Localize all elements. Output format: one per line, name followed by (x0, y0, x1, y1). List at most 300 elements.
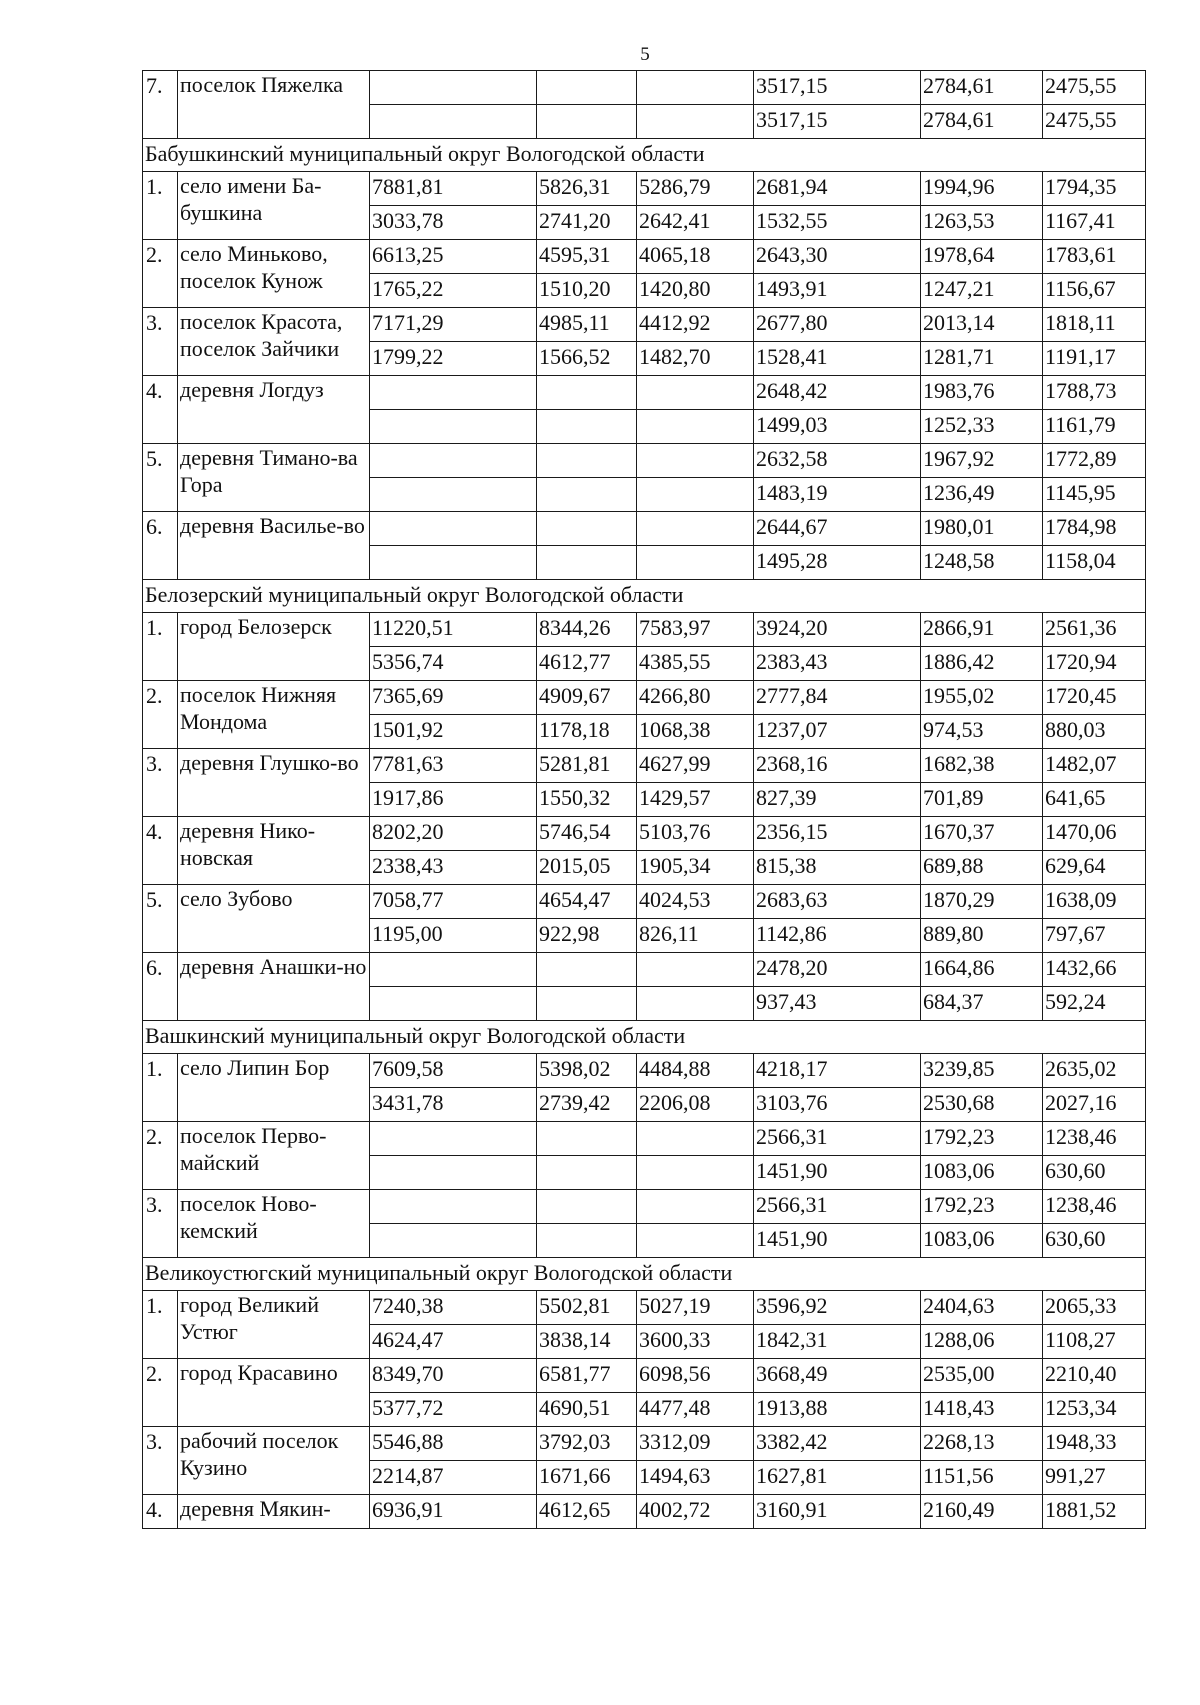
table-row (143, 1291, 1146, 1325)
value-cell: 4385,55 (637, 647, 754, 681)
value-cell: 1955,02 (921, 681, 1043, 715)
value-cell: 2535,00 (921, 1359, 1043, 1393)
value-cell: 826,11 (637, 919, 754, 953)
row-number: 1. (143, 1054, 178, 1122)
value-cell: 1418,43 (921, 1393, 1043, 1427)
value-cell: 4484,88 (637, 1054, 754, 1088)
value-cell (637, 987, 754, 1021)
settlement-name: город Красавино (178, 1359, 370, 1427)
table-row (143, 1054, 1146, 1088)
value-cell: 1784,98 (1043, 512, 1146, 546)
value-cell: 3103,76 (754, 1088, 921, 1122)
value-cell: 2648,42 (754, 376, 921, 410)
row-number: 2. (143, 240, 178, 308)
value-cell (637, 953, 754, 987)
value-cell: 1765,22 (370, 274, 537, 308)
value-cell: 3668,49 (754, 1359, 921, 1393)
value-cell: 5286,79 (637, 172, 754, 206)
value-cell: 1238,46 (1043, 1190, 1146, 1224)
settlement-name: поселок Пяжелка (178, 71, 370, 139)
value-cell: 1495,28 (754, 546, 921, 580)
value-cell: 2356,15 (754, 817, 921, 851)
value-cell: 2561,36 (1043, 613, 1146, 647)
row-number: 7. (143, 71, 178, 139)
row-number: 2. (143, 1122, 178, 1190)
value-cell: 1494,63 (637, 1461, 754, 1495)
value-cell (537, 444, 637, 478)
value-cell (637, 512, 754, 546)
value-cell: 1917,86 (370, 783, 537, 817)
value-cell (637, 1224, 754, 1258)
value-cell (370, 512, 537, 546)
value-cell: 5103,76 (637, 817, 754, 851)
value-cell: 4612,77 (537, 647, 637, 681)
value-cell: 2741,20 (537, 206, 637, 240)
value-cell: 3792,03 (537, 1427, 637, 1461)
settlement-name: рабочий поселок Кузино (178, 1427, 370, 1495)
value-cell (370, 105, 537, 139)
value-cell: 2338,43 (370, 851, 537, 885)
value-cell (370, 1122, 537, 1156)
value-cell (637, 71, 754, 105)
value-cell: 4477,48 (637, 1393, 754, 1427)
value-cell: 2404,63 (921, 1291, 1043, 1325)
section-header-row (143, 1258, 1146, 1291)
value-cell: 6936,91 (370, 1495, 537, 1529)
value-cell: 3312,09 (637, 1427, 754, 1461)
value-cell: 1886,42 (921, 647, 1043, 681)
value-cell: 8349,70 (370, 1359, 537, 1393)
table-row (143, 1495, 1146, 1529)
value-cell (537, 987, 637, 1021)
value-cell (370, 444, 537, 478)
value-cell: 7609,58 (370, 1054, 537, 1088)
value-cell (537, 1224, 637, 1258)
value-cell (637, 444, 754, 478)
value-cell: 1483,19 (754, 478, 921, 512)
value-cell: 889,80 (921, 919, 1043, 953)
value-cell: 1948,33 (1043, 1427, 1146, 1461)
value-cell: 3033,78 (370, 206, 537, 240)
value-cell: 1720,45 (1043, 681, 1146, 715)
value-cell: 2677,80 (754, 308, 921, 342)
value-cell: 1682,38 (921, 749, 1043, 783)
value-cell: 2383,43 (754, 647, 921, 681)
value-cell: 1470,06 (1043, 817, 1146, 851)
value-cell: 1792,23 (921, 1122, 1043, 1156)
value-cell: 3600,33 (637, 1325, 754, 1359)
row-number: 5. (143, 444, 178, 512)
value-cell: 1501,92 (370, 715, 537, 749)
value-cell: 922,98 (537, 919, 637, 953)
value-cell: 1429,57 (637, 783, 754, 817)
value-cell: 1236,49 (921, 478, 1043, 512)
value-cell: 2065,33 (1043, 1291, 1146, 1325)
value-cell (537, 376, 637, 410)
value-cell: 1664,86 (921, 953, 1043, 987)
table-row (143, 71, 1146, 105)
value-cell: 5398,02 (537, 1054, 637, 1088)
value-cell: 2160,49 (921, 1495, 1043, 1529)
row-number: 4. (143, 1495, 178, 1529)
value-cell (637, 410, 754, 444)
value-cell: 1532,55 (754, 206, 921, 240)
settlement-name: деревня Василье-во (178, 512, 370, 580)
table-row (143, 613, 1146, 647)
value-cell: 8344,26 (537, 613, 637, 647)
section-title: Белозерский муниципальный округ Вологодской области (143, 580, 1146, 613)
value-cell: 2632,58 (754, 444, 921, 478)
row-number: 3. (143, 1427, 178, 1495)
table-row (143, 749, 1146, 783)
value-cell: 2681,94 (754, 172, 921, 206)
table-row (143, 444, 1146, 478)
value-cell: 2566,31 (754, 1190, 921, 1224)
value-cell: 2210,40 (1043, 1359, 1146, 1393)
value-cell: 6581,77 (537, 1359, 637, 1393)
value-cell: 4627,99 (637, 749, 754, 783)
value-cell: 1253,34 (1043, 1393, 1146, 1427)
value-cell: 1156,67 (1043, 274, 1146, 308)
settlement-name: деревня Тимано-ва Гора (178, 444, 370, 512)
settlement-name: поселок Ново-кемский (178, 1190, 370, 1258)
row-number: 1. (143, 613, 178, 681)
value-cell: 2475,55 (1043, 71, 1146, 105)
table-row (143, 817, 1146, 851)
value-cell: 5356,74 (370, 647, 537, 681)
table-row (143, 1359, 1146, 1393)
value-cell: 1510,20 (537, 274, 637, 308)
row-number: 2. (143, 681, 178, 749)
value-cell: 4654,47 (537, 885, 637, 919)
table-row (143, 681, 1146, 715)
value-cell: 2866,91 (921, 613, 1043, 647)
value-cell (370, 987, 537, 1021)
value-cell: 3382,42 (754, 1427, 921, 1461)
value-cell: 815,38 (754, 851, 921, 885)
value-cell: 1158,04 (1043, 546, 1146, 580)
settlement-name: поселок Нижняя Мондома (178, 681, 370, 749)
value-cell: 1671,66 (537, 1461, 637, 1495)
value-cell (537, 71, 637, 105)
value-cell: 1482,07 (1043, 749, 1146, 783)
value-cell: 1528,41 (754, 342, 921, 376)
value-cell: 5746,54 (537, 817, 637, 851)
value-cell: 1905,34 (637, 851, 754, 885)
value-cell (537, 105, 637, 139)
value-cell: 1670,37 (921, 817, 1043, 851)
value-cell: 6098,56 (637, 1359, 754, 1393)
value-cell: 7171,29 (370, 308, 537, 342)
table-row (143, 172, 1146, 206)
value-cell: 5027,19 (637, 1291, 754, 1325)
value-cell: 1451,90 (754, 1224, 921, 1258)
value-cell: 2206,08 (637, 1088, 754, 1122)
value-cell: 4595,31 (537, 240, 637, 274)
value-cell: 4412,92 (637, 308, 754, 342)
settlement-name: село Зубово (178, 885, 370, 953)
value-cell: 797,67 (1043, 919, 1146, 953)
value-cell: 4909,67 (537, 681, 637, 715)
value-cell: 1248,58 (921, 546, 1043, 580)
value-cell: 641,65 (1043, 783, 1146, 817)
value-cell: 1772,89 (1043, 444, 1146, 478)
value-cell: 1068,38 (637, 715, 754, 749)
value-cell: 2368,16 (754, 749, 921, 783)
value-cell: 1237,07 (754, 715, 921, 749)
value-cell (637, 546, 754, 580)
value-cell: 1083,06 (921, 1224, 1043, 1258)
value-cell: 1151,56 (921, 1461, 1043, 1495)
section-title: Великоустюгский муниципальный округ Вологодской области (143, 1258, 1146, 1291)
value-cell: 5281,81 (537, 749, 637, 783)
value-cell: 1783,61 (1043, 240, 1146, 274)
value-cell: 880,03 (1043, 715, 1146, 749)
table-row (143, 308, 1146, 342)
value-cell (637, 376, 754, 410)
row-number: 2. (143, 1359, 178, 1427)
row-number: 4. (143, 376, 178, 444)
value-cell (370, 478, 537, 512)
value-cell: 2530,68 (921, 1088, 1043, 1122)
value-cell: 2643,30 (754, 240, 921, 274)
value-cell: 827,39 (754, 783, 921, 817)
settlement-name: деревня Логдуз (178, 376, 370, 444)
value-cell: 2268,13 (921, 1427, 1043, 1461)
value-cell: 1566,52 (537, 342, 637, 376)
row-number: 3. (143, 308, 178, 376)
value-cell: 1145,95 (1043, 478, 1146, 512)
value-cell: 1281,71 (921, 342, 1043, 376)
section-title: Вашкинский муниципальный округ Вологодской области (143, 1021, 1146, 1054)
settlement-name: поселок Перво-майский (178, 1122, 370, 1190)
value-cell: 1108,27 (1043, 1325, 1146, 1359)
table-row (143, 953, 1146, 987)
value-cell: 1252,33 (921, 410, 1043, 444)
settlement-name: деревня Нико-новская (178, 817, 370, 885)
value-cell: 2015,05 (537, 851, 637, 885)
value-cell: 6613,25 (370, 240, 537, 274)
value-cell (537, 478, 637, 512)
settlement-name: деревня Анашки-но (178, 953, 370, 1021)
value-cell (637, 1190, 754, 1224)
value-cell: 2013,14 (921, 308, 1043, 342)
value-cell: 1788,73 (1043, 376, 1146, 410)
value-cell (370, 1190, 537, 1224)
value-cell: 1994,96 (921, 172, 1043, 206)
value-cell: 3924,20 (754, 613, 921, 647)
value-cell: 2644,67 (754, 512, 921, 546)
value-cell: 4002,72 (637, 1495, 754, 1529)
value-cell: 4624,47 (370, 1325, 537, 1359)
section-title: Бабушкинский муниципальный округ Вологодской области (143, 139, 1146, 172)
value-cell: 1451,90 (754, 1156, 921, 1190)
value-cell: 1550,32 (537, 783, 637, 817)
settlement-name: село Миньково, поселок Кунож (178, 240, 370, 308)
value-cell: 7365,69 (370, 681, 537, 715)
value-cell: 1627,81 (754, 1461, 921, 1495)
value-cell: 7881,81 (370, 172, 537, 206)
value-cell: 630,60 (1043, 1224, 1146, 1258)
value-cell: 1493,91 (754, 274, 921, 308)
value-cell (537, 1156, 637, 1190)
value-cell: 1499,03 (754, 410, 921, 444)
value-cell: 1794,35 (1043, 172, 1146, 206)
table-row (143, 1190, 1146, 1224)
table-row (143, 1427, 1146, 1461)
value-cell: 689,88 (921, 851, 1043, 885)
value-cell: 3517,15 (754, 105, 921, 139)
value-cell: 701,89 (921, 783, 1043, 817)
value-cell: 592,24 (1043, 987, 1146, 1021)
settlement-name: поселок Красота, поселок Зайчики (178, 308, 370, 376)
value-cell (537, 512, 637, 546)
value-cell: 1432,66 (1043, 953, 1146, 987)
value-cell: 3431,78 (370, 1088, 537, 1122)
value-cell: 2739,42 (537, 1088, 637, 1122)
value-cell: 2214,87 (370, 1461, 537, 1495)
value-cell: 2566,31 (754, 1122, 921, 1156)
value-cell: 1818,11 (1043, 308, 1146, 342)
value-cell: 7058,77 (370, 885, 537, 919)
value-cell: 3596,92 (754, 1291, 921, 1325)
row-number: 1. (143, 1291, 178, 1359)
value-cell (637, 1122, 754, 1156)
value-cell (637, 105, 754, 139)
value-cell: 7781,63 (370, 749, 537, 783)
value-cell: 4612,65 (537, 1495, 637, 1529)
value-cell: 1288,06 (921, 1325, 1043, 1359)
row-number: 5. (143, 885, 178, 953)
value-cell (637, 1156, 754, 1190)
value-cell: 1238,46 (1043, 1122, 1146, 1156)
section-header-row (143, 580, 1146, 613)
value-cell (537, 546, 637, 580)
row-number: 3. (143, 1190, 178, 1258)
value-cell: 1799,22 (370, 342, 537, 376)
value-cell: 1983,76 (921, 376, 1043, 410)
row-number: 1. (143, 172, 178, 240)
section-header-row (143, 1021, 1146, 1054)
row-number: 3. (143, 749, 178, 817)
value-cell: 8202,20 (370, 817, 537, 851)
value-cell: 1142,86 (754, 919, 921, 953)
row-number: 4. (143, 817, 178, 885)
settlement-name: село имени Ба-бушкина (178, 172, 370, 240)
settlement-name: село Липин Бор (178, 1054, 370, 1122)
value-cell: 1967,92 (921, 444, 1043, 478)
value-cell (370, 1156, 537, 1190)
table-row (143, 512, 1146, 546)
value-cell: 630,60 (1043, 1156, 1146, 1190)
value-cell: 684,37 (921, 987, 1043, 1021)
value-cell: 1720,94 (1043, 647, 1146, 681)
value-cell: 7240,38 (370, 1291, 537, 1325)
value-cell: 1263,53 (921, 206, 1043, 240)
value-cell: 5502,81 (537, 1291, 637, 1325)
value-cell: 1195,00 (370, 919, 537, 953)
value-cell: 5546,88 (370, 1427, 537, 1461)
row-number: 6. (143, 953, 178, 1021)
value-cell: 937,43 (754, 987, 921, 1021)
row-number: 6. (143, 512, 178, 580)
value-cell: 629,64 (1043, 851, 1146, 885)
value-cell: 5377,72 (370, 1393, 537, 1427)
value-cell: 1083,06 (921, 1156, 1043, 1190)
value-cell: 991,27 (1043, 1461, 1146, 1495)
value-cell: 1978,64 (921, 240, 1043, 274)
value-cell: 1881,52 (1043, 1495, 1146, 1529)
value-cell (637, 478, 754, 512)
value-cell (370, 953, 537, 987)
value-cell (370, 376, 537, 410)
value-cell: 974,53 (921, 715, 1043, 749)
value-cell (370, 1224, 537, 1258)
value-cell: 3838,14 (537, 1325, 637, 1359)
section-header-row (143, 139, 1146, 172)
value-cell: 5826,31 (537, 172, 637, 206)
value-cell: 2777,84 (754, 681, 921, 715)
settlement-name: деревня Глушко-во (178, 749, 370, 817)
value-cell (537, 1190, 637, 1224)
value-cell: 2478,20 (754, 953, 921, 987)
value-cell: 1980,01 (921, 512, 1043, 546)
table-body (143, 71, 1146, 1529)
value-cell: 1178,18 (537, 715, 637, 749)
value-cell (370, 410, 537, 444)
table-row (143, 885, 1146, 919)
value-cell: 4218,17 (754, 1054, 921, 1088)
value-cell (537, 953, 637, 987)
value-cell: 1482,70 (637, 342, 754, 376)
table-row (143, 376, 1146, 410)
value-cell: 2784,61 (921, 105, 1043, 139)
value-cell: 1191,17 (1043, 342, 1146, 376)
value-cell: 2027,16 (1043, 1088, 1146, 1122)
value-cell: 4065,18 (637, 240, 754, 274)
value-cell: 1913,88 (754, 1393, 921, 1427)
value-cell (537, 410, 637, 444)
value-cell: 4024,53 (637, 885, 754, 919)
value-cell: 2475,55 (1043, 105, 1146, 139)
value-cell: 7583,97 (637, 613, 754, 647)
value-cell: 1842,31 (754, 1325, 921, 1359)
value-cell: 11220,51 (370, 613, 537, 647)
settlement-name: деревня Мякин- (178, 1495, 370, 1529)
value-cell: 1167,41 (1043, 206, 1146, 240)
value-cell: 4690,51 (537, 1393, 637, 1427)
tariff-table (142, 70, 1146, 1529)
settlement-name: город Белозерск (178, 613, 370, 681)
settlement-name: город Великий Устюг (178, 1291, 370, 1359)
value-cell (537, 1122, 637, 1156)
table-row (143, 1122, 1146, 1156)
value-cell: 3239,85 (921, 1054, 1043, 1088)
page-number: 5 (640, 44, 650, 65)
value-cell: 4266,80 (637, 681, 754, 715)
value-cell: 1638,09 (1043, 885, 1146, 919)
value-cell: 1161,79 (1043, 410, 1146, 444)
value-cell (370, 71, 537, 105)
value-cell: 1792,23 (921, 1190, 1043, 1224)
value-cell: 1870,29 (921, 885, 1043, 919)
value-cell: 3160,91 (754, 1495, 921, 1529)
value-cell: 2635,02 (1043, 1054, 1146, 1088)
value-cell (370, 546, 537, 580)
value-cell: 2784,61 (921, 71, 1043, 105)
table-row (143, 240, 1146, 274)
value-cell: 2683,63 (754, 885, 921, 919)
